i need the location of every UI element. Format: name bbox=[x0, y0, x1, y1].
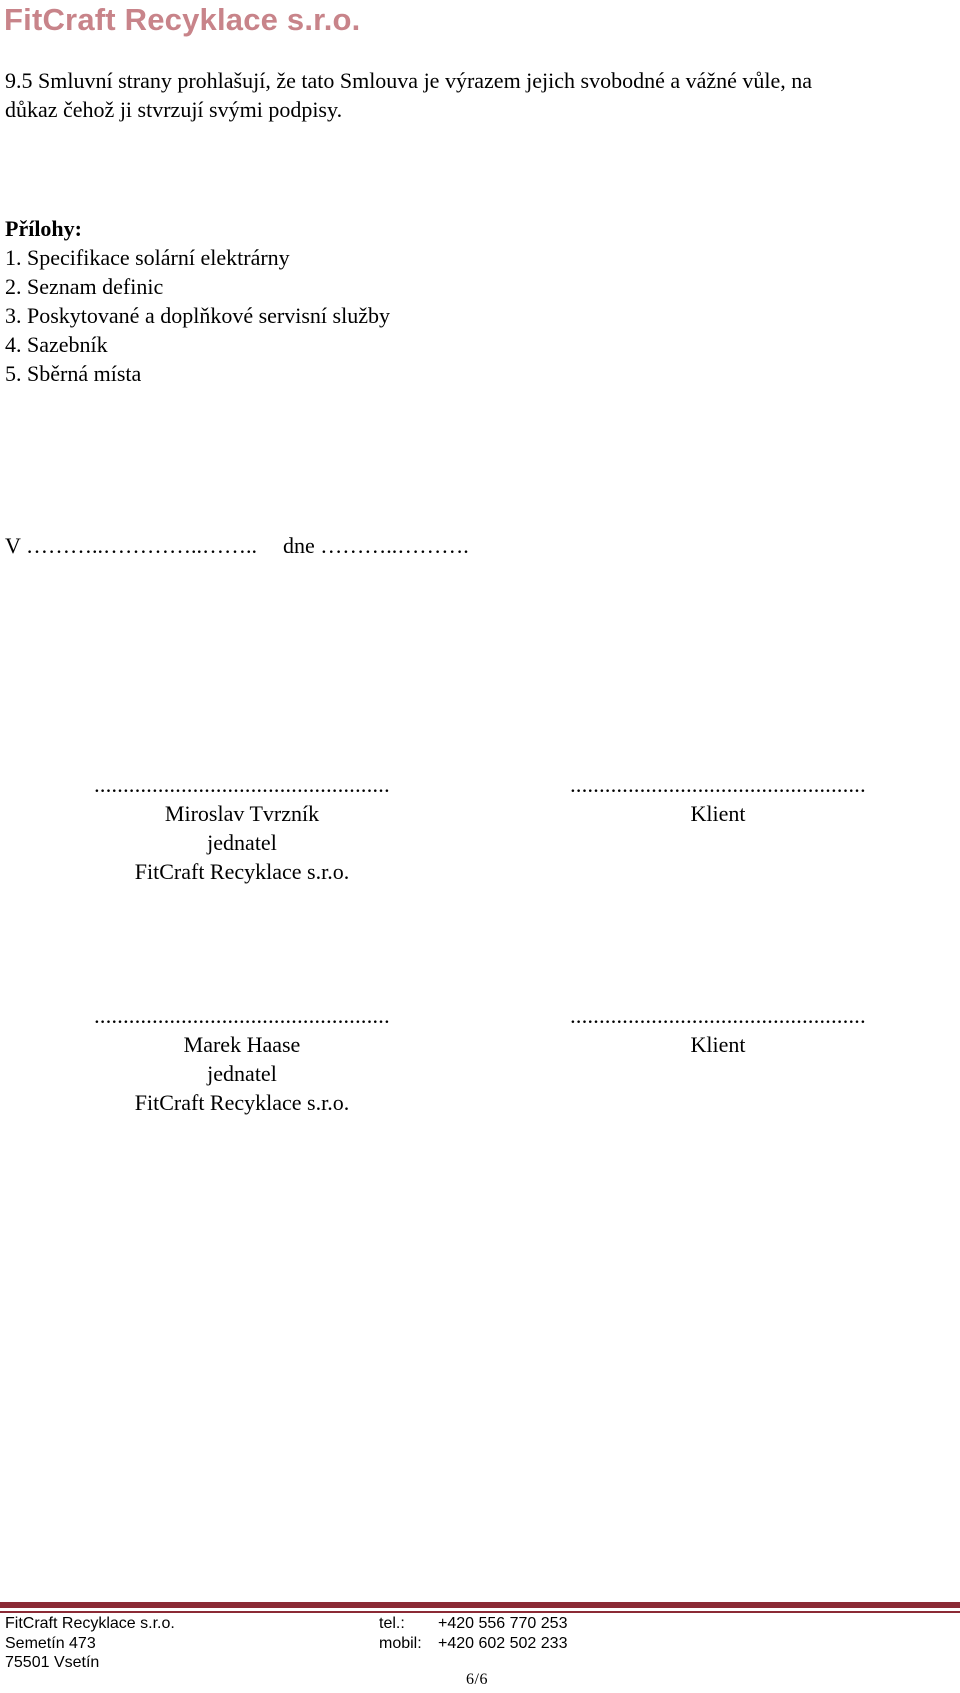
attachment-item: 2. Seznam definic bbox=[5, 274, 164, 299]
attachments-list bbox=[5, 243, 390, 388]
attachment-item: 4. Sazebník bbox=[5, 332, 108, 357]
signature-line: ................................................... bbox=[94, 772, 390, 797]
footer-contact-labels bbox=[379, 1614, 422, 1653]
signature-line: ................................................... bbox=[570, 772, 866, 797]
footer-rule-thin bbox=[0, 1611, 960, 1613]
footer-company: FitCraft Recyklace s.r.o. bbox=[5, 1615, 175, 1632]
signatory-role: jednatel bbox=[207, 830, 277, 855]
place-date-line bbox=[5, 531, 469, 560]
footer-mobile-label: mobil: bbox=[379, 1634, 422, 1652]
attachments-section bbox=[5, 214, 390, 388]
signatory-role: jednatel bbox=[207, 1061, 277, 1086]
signature-block-client-2 bbox=[548, 1001, 888, 1059]
footer-address bbox=[5, 1614, 175, 1673]
signatory-name: Marek Haase bbox=[183, 1032, 301, 1057]
attachment-item: 1. Specifikace solární elektrárny bbox=[5, 245, 290, 270]
page-number: 6/6 bbox=[466, 1671, 488, 1688]
signatory-name: Klient bbox=[690, 1032, 746, 1057]
footer-tel: +420 556 770 253 bbox=[438, 1615, 568, 1632]
signatory-company: FitCraft Recyklace s.r.o. bbox=[134, 859, 350, 884]
signatory-name: Miroslav Tvrzník bbox=[164, 801, 320, 826]
signatory-name: Klient bbox=[690, 801, 746, 826]
attachment-item: 5. Sběrná místa bbox=[5, 361, 142, 386]
date-field: dne ………..………. bbox=[283, 533, 469, 558]
footer-contact-values bbox=[438, 1614, 567, 1653]
attachments-title: Přílohy: bbox=[5, 216, 82, 241]
footer-rule bbox=[0, 1602, 960, 1608]
signature-block-client-1 bbox=[548, 770, 888, 828]
clause-line-1: 9.5 Smluvní strany prohlašují, že tato Smlouva je výrazem jejich svobodné a vážné vůle, na bbox=[5, 68, 813, 93]
clause-line-2: důkaz čehož ji stvrzují svými podpisy. bbox=[5, 97, 343, 122]
footer-street: Semetín 473 bbox=[5, 1634, 96, 1652]
clause-9-5 bbox=[5, 66, 955, 124]
signature-block-company-1 bbox=[72, 770, 412, 886]
footer-city: 75501 Vsetín bbox=[5, 1654, 100, 1671]
footer-tel-label: tel.: bbox=[379, 1615, 405, 1632]
attachment-item: 3. Poskytované a doplňkové servisní služby bbox=[5, 303, 390, 328]
signatory-company: FitCraft Recyklace s.r.o. bbox=[134, 1090, 350, 1115]
place-field: V ………..…………..…….. bbox=[5, 533, 257, 558]
company-logo-text: FitCraft Recyklace s.r.o. bbox=[4, 2, 361, 37]
signature-line: ................................................... bbox=[570, 1003, 866, 1028]
footer-mobile: +420 602 502 233 bbox=[438, 1634, 568, 1652]
signature-line: ................................................... bbox=[94, 1003, 390, 1028]
signature-block-company-2 bbox=[72, 1001, 412, 1117]
